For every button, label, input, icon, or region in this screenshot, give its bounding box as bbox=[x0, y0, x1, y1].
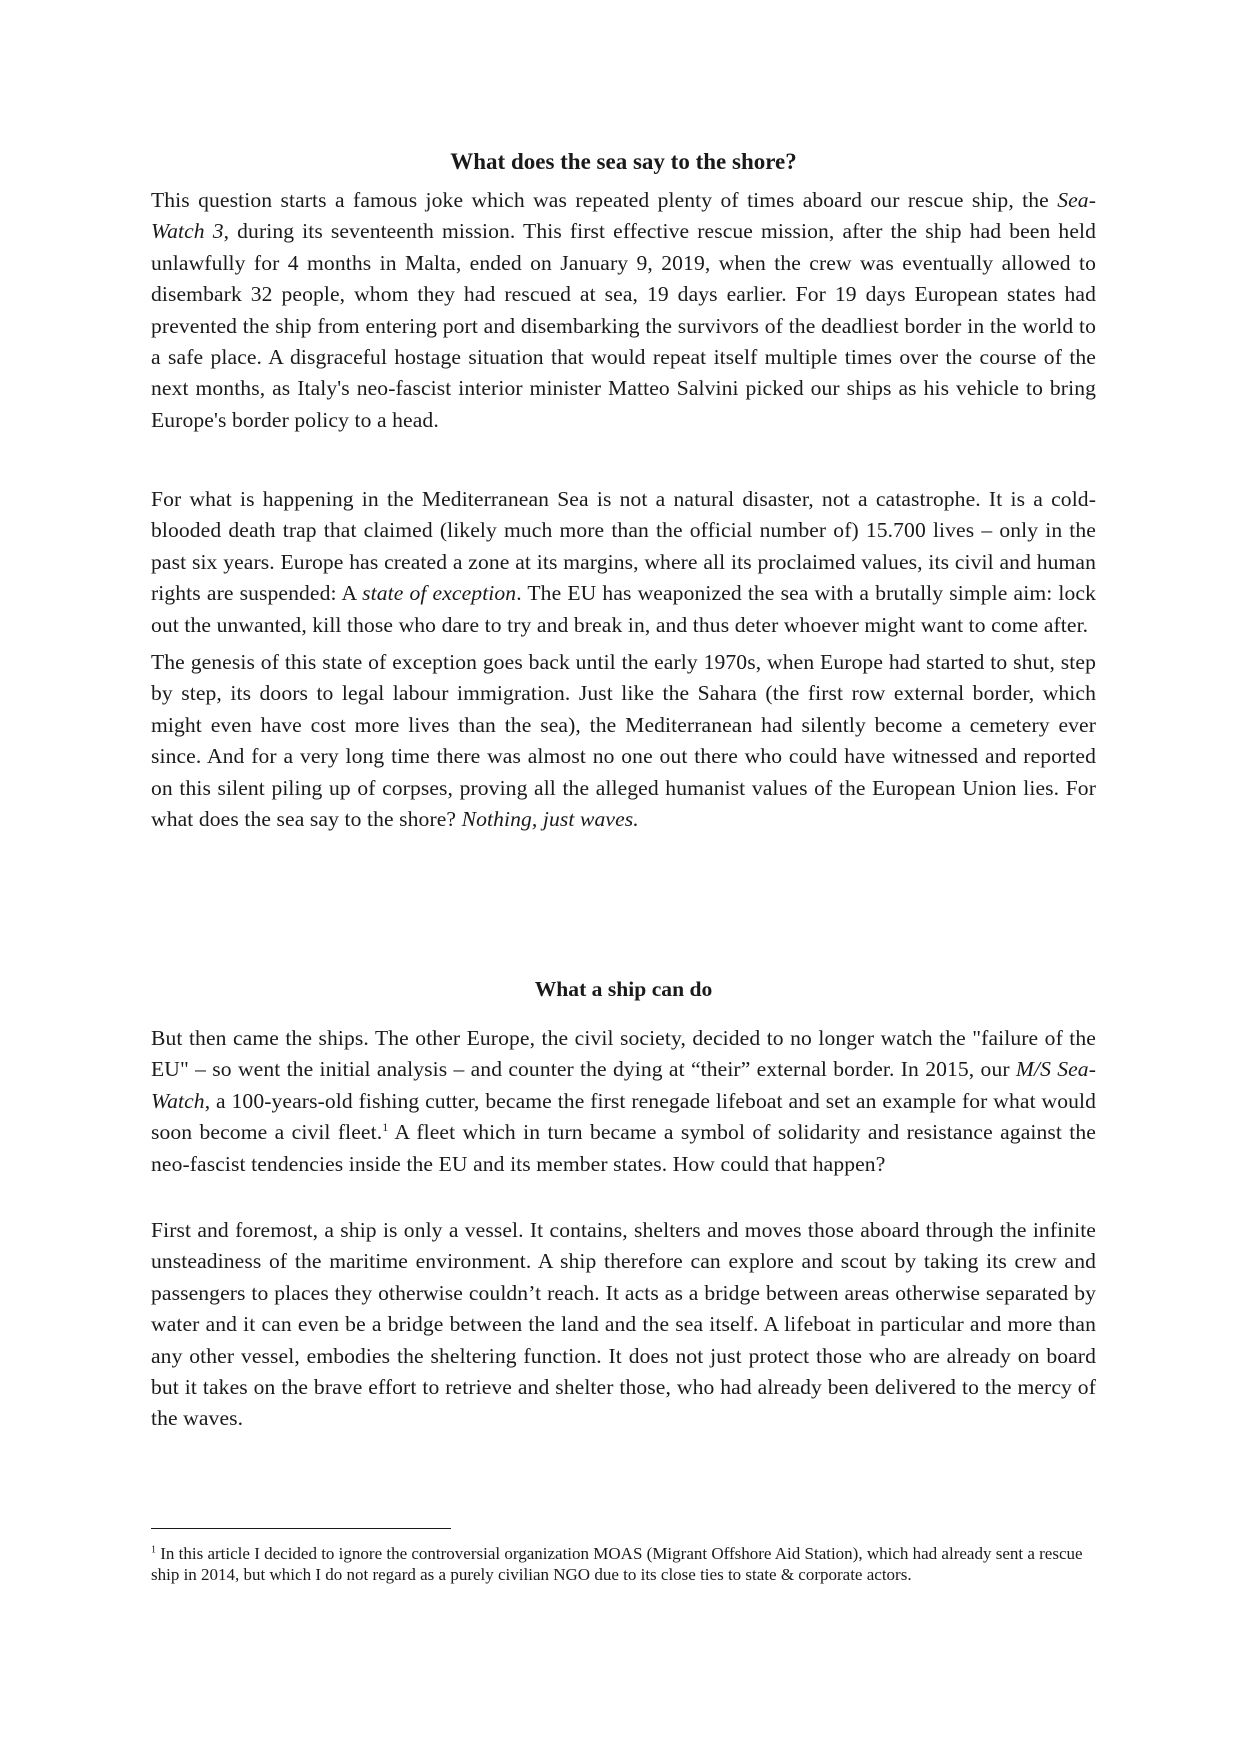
paragraph-5 bbox=[151, 1215, 1096, 1435]
text-run: , during its seventeenth mission. This first effective rescue mission, after the ship had been held unlawfully for 4 months in Malta, ended on January 9, 2019, when the crew was eventually allowed to disembark 32 people, whom they had rescued at sea, 19 days earlier. For 19 days European states had prevented the ship from entering port and disembarking the survivors of the deadliest border in the world to a safe place. A disgraceful hostage situation that would repeat itself multiple times over the course of the next months, as Italy's neo-fascist interior minister Matteo Salvini picked our ships as his vehicle to bring Europe's border policy to a head. bbox=[151, 219, 1096, 432]
paragraph-2 bbox=[151, 484, 1096, 641]
text-run: . The EU has weaponized the sea with a brutally simple aim: lock out the unwanted, kill those who dare to try and break in, and thus deter whoever might want to come after. bbox=[151, 581, 1096, 637]
section-heading: What a ship can do bbox=[534, 977, 713, 1001]
text-run: But then came the ships. The other Europe, the civil society, decided to no longer watch the "failure of the EU" – so went the initial analysis – and counter the dying at “their” external border. In 2015, our bbox=[151, 1026, 1096, 1082]
paragraph-1 bbox=[151, 185, 1096, 436]
footnote-reference: 1 bbox=[382, 1120, 389, 1135]
text-run: The genesis of this state of exception goes back until the early 1970s, when Europe had started to shut, step by step, its doors to legal labour immigration. Just like the Sahara (the first row external border, which might even have cost more lives than the sea), the Mediterranean had silently become a cemetery ever since. And for a very long time there was almost no one out there who could have witnessed and reported on this silent piling up of corpses, proving all the alleged humanist values of the European Union lies. For what does the sea say to the shore? bbox=[151, 650, 1096, 832]
text-run: This question starts a famous joke which was repeated plenty of times aboard our rescue ship, the bbox=[151, 188, 1058, 212]
text-run: For what is happening in the Mediterranean Sea is not a natural disaster, not a catastrophe. It is a cold-blooded death trap that claimed (likely much more than the official number of) 15.700 lives – only in the past six years. Europe has created a zone at its margins, where all its proclaimed values, its civil and human rights are suspended: A bbox=[151, 487, 1096, 606]
page-title: What does the sea say to the shore? bbox=[450, 149, 797, 174]
text-run: , a 100-years-old fishing cutter, became the first renegade lifeboat and set an example for what would soon become a civil fleet. bbox=[151, 1088, 1096, 1145]
italic-text: state of exception bbox=[362, 581, 517, 606]
footnote-divider bbox=[151, 1528, 451, 1529]
text-run: First and foremost, a ship is only a vessel. It contains, shelters and moves those aboard through the infinite unsteadiness of the maritime environment. A ship therefore can explore and scout by taking its crew and passengers to places they otherwise couldn’t reach. It acts as a bridge between areas otherwise separated by water and it can even be a bridge between the land and the sea itself. A lifeboat in particular and more than any other vessel, embodies the sheltering function. It does not just protect those who are already on board but it takes on the brave effort to retrieve and shelter those, who had already been delivered to the mercy of the waves. bbox=[151, 1218, 1096, 1431]
paragraph-4 bbox=[151, 1023, 1096, 1180]
footnote bbox=[151, 1543, 1091, 1585]
footnote-text: In this article I decided to ignore the controversial organization MOAS (Migrant Offshore Aid Station), which had already sent a rescue ship in 2014, but which I do not regard as a purely civilian NGO due to its close ties to state & corporate actors. bbox=[151, 1544, 1083, 1584]
text-run: A fleet which in turn became a symbol of solidarity and resistance against the neo-fascist tendencies inside the EU and its member states. How could that happen? bbox=[151, 1120, 1096, 1176]
footnote-marker: 1 bbox=[151, 1544, 156, 1556]
italic-text: Nothing, just waves. bbox=[461, 807, 639, 832]
italic-text: Sea-Watch 3 bbox=[151, 188, 1096, 244]
paragraph-3 bbox=[151, 647, 1096, 835]
italic-text: M/S Sea-Watch bbox=[151, 1057, 1096, 1113]
